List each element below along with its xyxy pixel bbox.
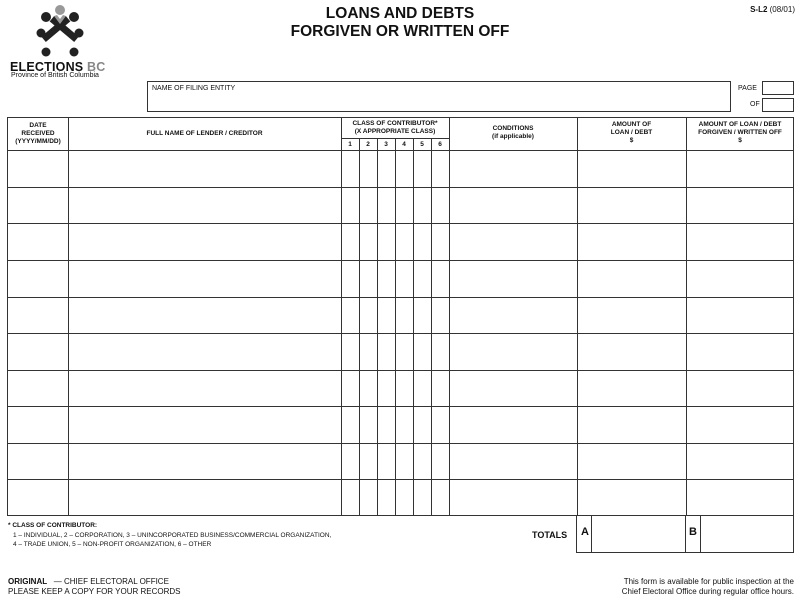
filing-entity-label: NAME OF FILING ENTITY xyxy=(152,85,236,92)
footnote-title: * CLASS OF CONTRIBUTOR: xyxy=(8,522,98,529)
row-line xyxy=(8,333,793,334)
class-number-5: 5 xyxy=(420,141,424,148)
class-number-1: 1 xyxy=(348,141,352,148)
totals-divider xyxy=(685,516,686,552)
logo-subtitle: Province of British Columbia xyxy=(11,72,99,79)
page-number-field[interactable] xyxy=(762,81,794,95)
elections-bc-emblem-icon xyxy=(36,4,84,58)
header-conditions: CONDITIONS (if applicable) xyxy=(492,125,534,140)
class-col-divider xyxy=(359,139,360,515)
header-amount-loan: AMOUNT OF LOAN / DEBT $ xyxy=(610,121,653,144)
class-number-2: 2 xyxy=(366,141,370,148)
total-a-letter: A xyxy=(581,526,589,538)
totals-box xyxy=(576,516,794,553)
filing-entity-field[interactable] xyxy=(147,81,731,112)
col-divider xyxy=(686,118,687,515)
form-title xyxy=(250,5,550,41)
row-line xyxy=(8,297,793,298)
keep-copy-note: PLEASE KEEP A COPY FOR YOUR RECORDS xyxy=(8,587,181,596)
header-lender-name: FULL NAME OF LENDER / CREDITOR xyxy=(146,130,263,137)
class-number-4: 4 xyxy=(402,141,406,148)
col-divider xyxy=(577,118,578,515)
footnote-line1: 1 – INDIVIDUAL, 2 – CORPORATION, 3 – UNINCORPORATED BUSINESS/COMMERCIAL ORGANIZATION, xyxy=(13,532,332,539)
class-col-divider xyxy=(377,139,378,515)
original-destination: ORIGINAL — CHIEF ELECTORAL OFFICE xyxy=(8,577,169,586)
col-divider xyxy=(341,118,342,515)
header-bottom-line xyxy=(8,150,793,151)
row-line xyxy=(8,260,793,261)
total-a-field[interactable] xyxy=(592,516,685,553)
total-b-field[interactable] xyxy=(701,516,794,553)
public-inspection-note: This form is available for public inspection at the Chief Electoral Office during regular office hours. xyxy=(621,577,794,596)
row-line xyxy=(8,223,793,224)
form-title-line1: LOANS AND DEBTS xyxy=(325,5,475,22)
footnote-line2: 4 – TRADE UNION, 5 – NON-PROFIT ORGANIZATION, 6 – OTHER xyxy=(13,541,212,548)
loans-table xyxy=(7,117,794,516)
logo-wordmark: ELECTIONS BC xyxy=(10,60,106,74)
page-of-label: OF xyxy=(750,101,760,108)
form-title-line2: FORGIVEN OR WRITTEN OFF xyxy=(290,23,510,40)
header-amount-forgiven: AMOUNT OF LOAN / DEBT FORGIVEN / WRITTEN OFF $ xyxy=(698,121,782,144)
elections-bc-logo xyxy=(8,4,118,78)
totals-label: TOTALS xyxy=(532,530,568,540)
class-col-divider xyxy=(413,139,414,515)
header-class-of-contributor: CLASS OF CONTRIBUTOR* (X APPROPRIATE CLASS) xyxy=(352,120,438,135)
col-divider xyxy=(68,118,69,515)
class-col-divider xyxy=(395,139,396,515)
row-line xyxy=(8,479,793,480)
class-number-6: 6 xyxy=(438,141,442,148)
row-line xyxy=(8,187,793,188)
row-line xyxy=(8,370,793,371)
row-line xyxy=(8,406,793,407)
page-total-field[interactable] xyxy=(762,98,794,112)
class-number-3: 3 xyxy=(384,141,388,148)
class-col-divider xyxy=(431,139,432,515)
header-date-received: DATE RECEIVED (YYYY/MM/DD) xyxy=(15,122,61,145)
form-code: S-L2 (08/01) xyxy=(750,5,795,14)
page-label: PAGE xyxy=(738,85,757,92)
total-b-letter: B xyxy=(689,526,697,538)
col-divider xyxy=(449,118,450,515)
row-line xyxy=(8,443,793,444)
